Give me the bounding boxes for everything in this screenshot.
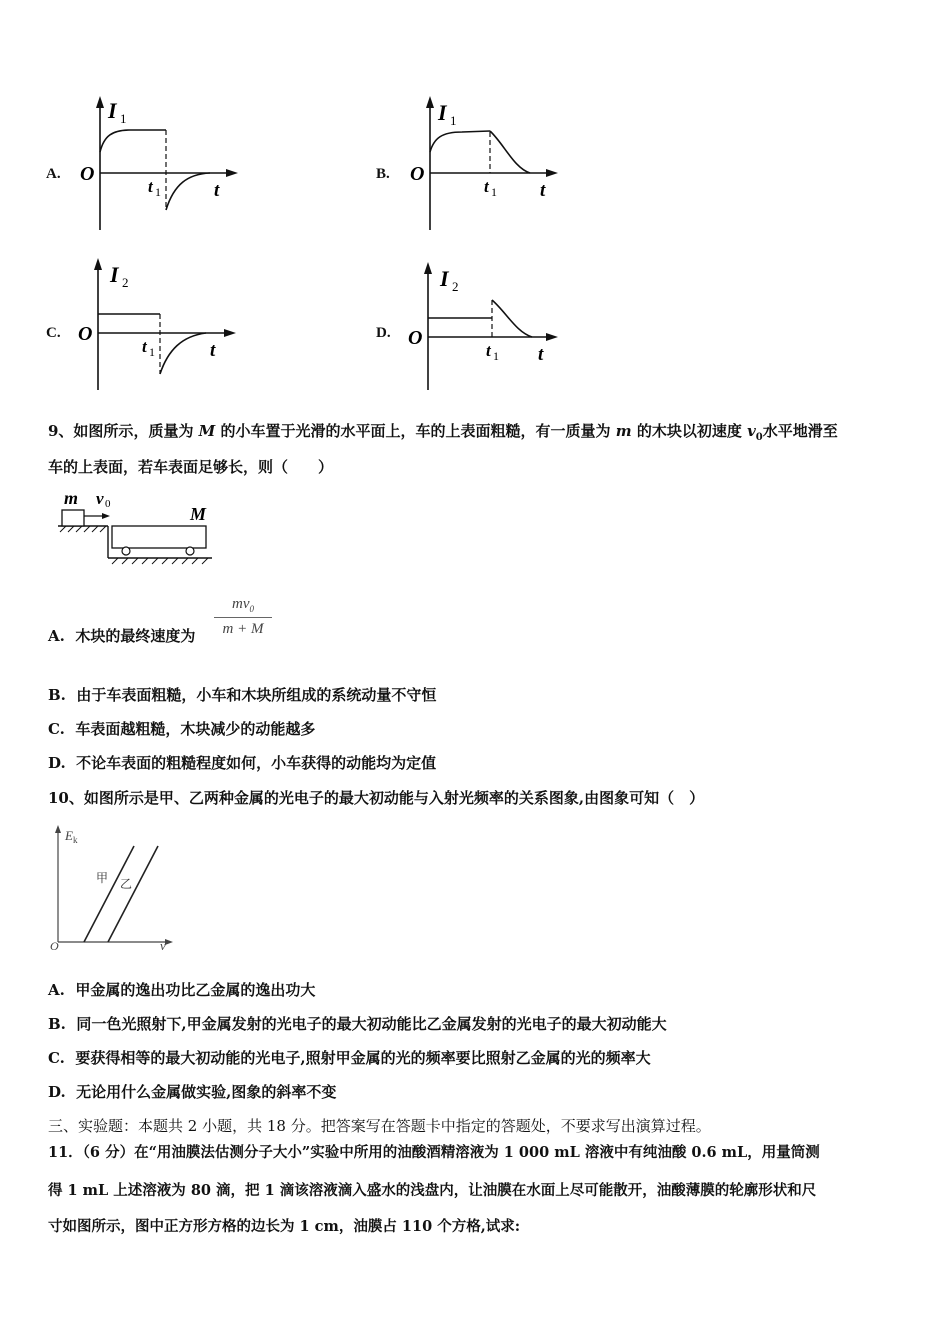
section-three-heading: 三、实验题：本题共 2 小题，共 18 分。把答案写在答题卡中指定的答题处，不要求写出演算过程。	[48, 1117, 711, 1135]
graph-c	[70, 252, 240, 394]
q10-option-b: B. 同一色光照射下,甲金属发射的光电子的最大初动能比乙金属发射的光电子的最大初动能大	[48, 1015, 667, 1033]
q9-answer-fraction: $\frac{mv_0}{m + M}$	[214, 596, 272, 638]
q9-stem-line1: 9、如图所示，质量为 M 的小车置于光滑的水平面上，车的上表面粗糙，有一质量为 m 的木块以初速度 $v_0$水平地滑至	[48, 422, 838, 443]
q10-option-a: A. 甲金属的逸出功比乙金属的逸出功大	[48, 981, 316, 999]
y-label-sub: 2	[452, 279, 459, 294]
origin-label: O	[410, 163, 425, 185]
y-label: I	[108, 98, 117, 123]
line-jia	[84, 846, 134, 942]
y-label: I	[110, 262, 119, 287]
t1-label-sub: 1	[149, 345, 155, 359]
y-label-sub: k	[73, 835, 78, 845]
cart-M	[112, 526, 206, 548]
ground-hatching	[112, 558, 208, 564]
y-label: E	[65, 828, 73, 843]
graph-b	[400, 92, 570, 234]
t1-label: t	[142, 337, 147, 356]
y-axis-arrow	[94, 258, 102, 270]
q10-stem: 10、如图所示是甲、乙两种金属的光电子的最大初动能与入射光频率的关系图象,由图象可知（ ）	[48, 789, 705, 807]
x-axis-arrow	[165, 939, 173, 945]
x-axis-arrow	[224, 329, 236, 337]
option-b-label: B.	[376, 166, 390, 182]
origin-label: O	[80, 163, 95, 185]
q11-line2: 得 1 mL 上述溶液为 80 滴，把 1 滴该溶液滴入盛水的浅盘内，让油膜在水面上尽可能散开，油酸薄膜的轮廓形状和尺	[48, 1182, 817, 1199]
decay-curve	[492, 300, 532, 337]
origin-label: O	[50, 939, 59, 952]
current-curve	[100, 130, 166, 152]
y-label-sub: 1	[120, 111, 127, 126]
label-jia: 甲	[96, 871, 109, 885]
x-axis-arrow	[226, 169, 238, 177]
q9-option-d: D. 不论车表面的粗糙程度如何，小车获得的动能均为定值	[48, 754, 437, 772]
q9-cart-figure	[52, 488, 232, 566]
x-label: t	[540, 180, 546, 201]
velocity-label-sub: 0	[105, 498, 111, 510]
graph-a	[70, 92, 240, 234]
block-m	[62, 510, 84, 526]
reverse-current-curve	[166, 173, 210, 210]
option-a-label: A.	[46, 166, 61, 182]
origin-label: O	[78, 323, 93, 345]
q9-stem-line2: 车的上表面，若车表面足够长，则（ ）	[48, 458, 334, 476]
label-yi: 乙	[120, 877, 133, 891]
cart-label: M	[190, 504, 207, 524]
y-axis-arrow	[96, 96, 104, 108]
cart-wheel-right	[186, 547, 194, 555]
y-axis-arrow	[426, 96, 434, 108]
y-label: I	[440, 266, 449, 291]
velocity-label: v	[96, 489, 104, 508]
q11-line1: 11．（6 分）在“用油膜法估测分子大小”实验中所用的油酸酒精溶液为 1 000 mL 溶液中有纯油酸 0.6 mL，用量筒测	[48, 1144, 820, 1161]
q11-line3: 寸如图所示，图中正方形方格的边长为 1 cm，油膜占 110 个方格,试求:	[48, 1218, 521, 1235]
decay-curve	[490, 131, 530, 173]
q9-option-b: B. 由于车表面粗糙，小车和木块所组成的系统动量不守恒	[48, 686, 437, 704]
cart-wheel-left	[122, 547, 130, 555]
y-label-sub: 1	[450, 113, 457, 128]
q10-option-c: C. 要获得相等的最大初动能的光电子,照射甲金属的光的频率要比照射乙金属的光的频率大	[48, 1049, 651, 1067]
t1-label: t	[484, 177, 489, 196]
current-curve	[430, 131, 490, 152]
x-axis-arrow	[546, 169, 558, 177]
x-axis-arrow	[546, 333, 558, 341]
t1-label-sub: 1	[491, 185, 497, 199]
x-label: t	[214, 180, 220, 201]
x-label: t	[538, 344, 544, 365]
reverse-current-curve	[160, 333, 206, 374]
x-label: t	[210, 340, 216, 361]
x-label: ν	[160, 938, 166, 952]
option-c-label: C.	[46, 325, 61, 341]
q9-option-a: A. 木块的最终速度为	[48, 627, 196, 645]
ledge-hatching	[60, 526, 106, 532]
y-label-sub: 2	[122, 275, 129, 290]
y-label: I	[438, 100, 447, 125]
origin-label: O	[408, 327, 423, 349]
option-d-label: D.	[376, 325, 391, 341]
q10-ek-graph	[48, 822, 178, 952]
line-yi	[108, 846, 158, 942]
velocity-arrowhead	[102, 513, 110, 519]
q10-option-d: D. 无论用什么金属做实验,图象的斜率不变	[48, 1083, 337, 1101]
t1-label: t	[486, 341, 491, 360]
q9-option-c: C. 车表面越粗糙，木块减少的动能越多	[48, 720, 316, 738]
graph-d	[400, 256, 570, 398]
t1-label: t	[148, 177, 153, 196]
t1-label-sub: 1	[493, 349, 499, 363]
y-axis-arrow	[55, 825, 61, 833]
y-axis-arrow	[424, 262, 432, 274]
block-label: m	[64, 488, 79, 508]
t1-label-sub: 1	[155, 185, 161, 199]
